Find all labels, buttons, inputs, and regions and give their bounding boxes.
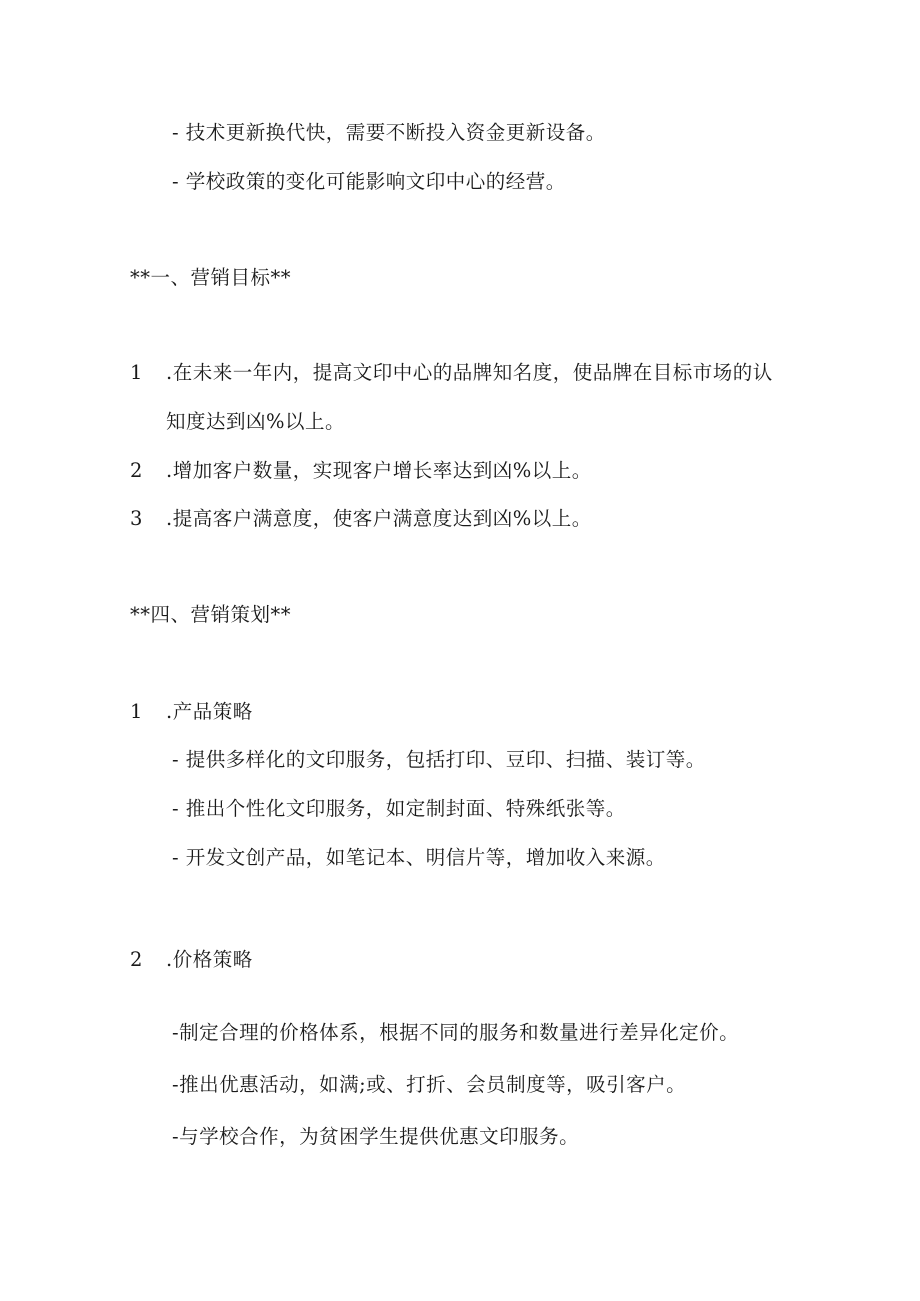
goal-number: 1	[130, 361, 143, 384]
strategy-number: 2	[130, 948, 143, 971]
strategy-title: .价格策略	[166, 948, 253, 971]
price-strategy-title	[130, 947, 253, 973]
price-item-1: -制定合理的价格体系，根据不同的服务和数量进行差异化定价。	[172, 1021, 740, 1044]
goal-item-3	[130, 506, 592, 532]
plan-heading: **四、营销策划**	[130, 603, 292, 626]
strategy-number: 1	[130, 700, 143, 723]
goal-text: .增加客户数量，实现客户增长率达到凶%以上。	[166, 459, 592, 482]
price-item-3: -与学校合作，为贫困学生提供优惠文印服务。	[172, 1125, 580, 1148]
goal-number: 3	[130, 507, 143, 530]
goal-item-1-continuation: 知度达到凶%以上。	[166, 410, 346, 433]
goal-item-1	[130, 360, 773, 386]
goal-text: .提高客户满意度，使客户满意度达到凶%以上。	[166, 507, 592, 530]
price-item-2: -推出优惠活动，如满;或、打折、会员制度等，吸引客户。	[172, 1073, 687, 1096]
threat-item-1: - 技术更新换代快，需要不断投入资金更新设备。	[172, 121, 606, 144]
goal-item-2	[130, 458, 592, 484]
goal-text: .在未来一年内，提高文印中心的品牌知名度，使品牌在目标市场的认	[166, 361, 773, 384]
product-strategy-title	[130, 699, 253, 725]
product-item-3: - 开发文创产品，如笔记本、明信片等，增加收入来源。	[172, 846, 666, 869]
product-item-1: - 提供多样化的文印服务，包括打印、豆印、扫描、装订等。	[172, 748, 706, 771]
product-item-2: - 推出个性化文印服务，如定制封面、特殊纸张等。	[172, 797, 626, 820]
goals-heading: **一、营销目标**	[130, 266, 292, 289]
goal-number: 2	[130, 459, 143, 482]
strategy-title: .产品策略	[166, 700, 253, 723]
threat-item-2: - 学校政策的变化可能影响文印中心的经营。	[172, 170, 566, 193]
